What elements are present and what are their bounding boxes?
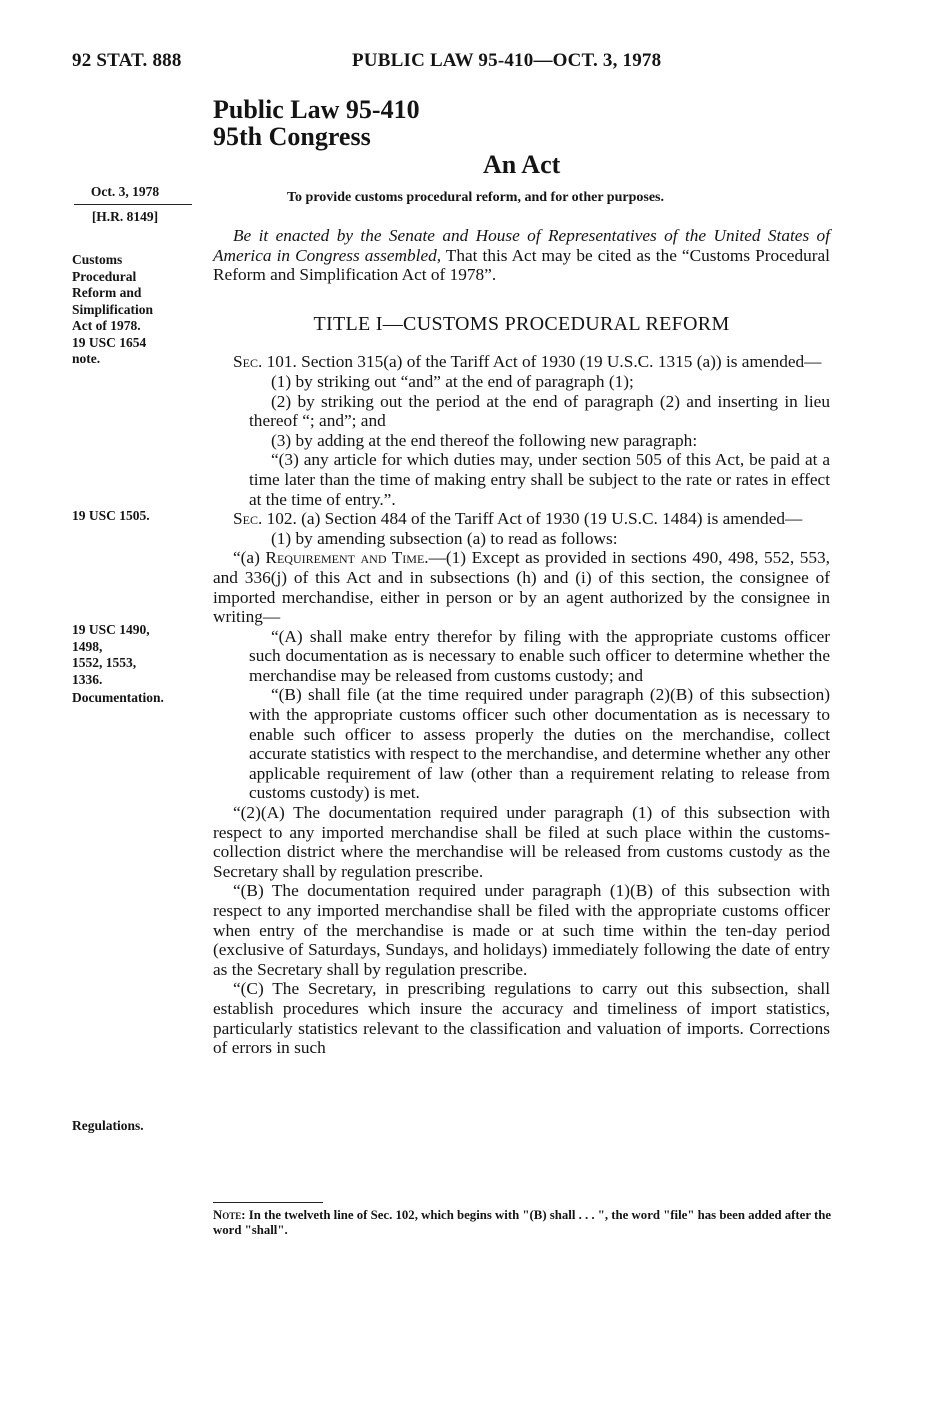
act-purpose: To provide customs procedural reform, and for other purposes.: [287, 190, 664, 205]
an-act-heading: An Act: [483, 150, 561, 179]
margin-citation-line: 1336.: [72, 671, 103, 687]
margin-citation-line: 1498,: [72, 638, 103, 654]
title-heading: TITLE I—CUSTOMS PROCEDURAL REFORM: [313, 312, 730, 335]
margin-date: Oct. 3, 1978: [90, 184, 160, 199]
margin-documentation: Documentation.: [72, 690, 164, 705]
margin-short-title-line: Customs: [72, 252, 123, 267]
subsection-a-heading: Requirement and Time.: [265, 548, 429, 568]
margin-short-title-line: Procedural: [72, 268, 137, 284]
paragraph-3-quote: “(3) any article for which duties may, under section 505 of this Act, be paid at a time later than the time of making entry shall be subject to the rate or rates in effect at the time of entry.”.: [249, 450, 830, 509]
margin-regulations: Regulations.: [72, 1118, 144, 1133]
margin-short-title-line: note.: [72, 351, 101, 366]
short-title-clause: That this Act may be cited as the “Customs Procedural Reform and Simplification Act of 1978”.: [213, 245, 830, 285]
margin-citation-1490: [72, 622, 150, 688]
margin-citation-line: 19 USC 1490,: [72, 622, 150, 637]
page-number: 92 STAT. 888: [72, 50, 182, 71]
subparagraph-a: “(A) shall make entry therefor by filing with the appropriate customs officer such documentation as is necessary to enable such officer to determine whether the merchandise may be released from customs custody; and: [249, 626, 830, 685]
subsection-a-prefix: “(a): [233, 548, 266, 568]
footnote-label: Note:: [213, 1208, 246, 1222]
footnote: [213, 1208, 833, 1238]
section-label: Sec.: [233, 352, 263, 372]
footnote-text: In the twelveth line of Sec. 102, which begins with "(B) shall . . . ", the word "file" has been added after the word "shall".: [213, 1208, 832, 1237]
section-101-text: 101. Section 315(a) of the Tariff Act of 1930 (19 U.S.C. 1315 (a)) is amended—: [262, 352, 822, 372]
paragraph-3: (3) by adding at the end thereof the following new paragraph:: [271, 430, 698, 450]
subparagraph-b: “(B) shall file (at the time required under paragraph (2)(B) of this subsection) with the appropriate customs officer such other documentation as is necessary to enable such officer to assess properly the duties on the merchandise, collect accurate statistics with respect to the merchandise, and determine whether any other applicable requirement of law (other than a requirement relating to release from customs custody) is met.: [249, 685, 830, 803]
act-body: [213, 226, 830, 1058]
section-101: [213, 352, 830, 372]
footnote-divider: [213, 1202, 323, 1203]
paragraph-2b: “(B) The documentation required under paragraph (1)(B) of this subsection with respect to any imported merchandise shall be filed with the appropriate customs officer when entry of the merchandise is made or at such time within the ten-day period (exclusive of Saturdays, Sundays, and holidays) immediately following the date of entry as the Secretary shall by regulation prescribe.: [213, 881, 830, 979]
enacting-formula: Be it enacted by the Senate and House of Representatives of the United States of America in Congress assembled,: [213, 226, 830, 265]
subsection-a-text: —(1) Except as provided in sections 490, 498, 552, 553, and 336(j) of this Act and in subsections (h) and (i) of this section, the consignee of imported merchandise, either in person or by an agent authorized by the consignee in writing—: [213, 548, 830, 627]
congress-title: 95th Congress: [213, 122, 371, 151]
law-title: Public Law 95-410: [213, 95, 420, 124]
margin-citation-line: 1552, 1553,: [72, 655, 137, 670]
section-102: [213, 509, 830, 529]
running-head: PUBLIC LAW 95-410—OCT. 3, 1978: [352, 50, 662, 71]
paragraph-2: (2) by striking out the period at the end of paragraph (2) and inserting in lieu thereof “; and”; and: [249, 391, 830, 431]
margin-short-title: [72, 252, 153, 368]
margin-bill-number: [H.R. 8149]: [91, 209, 159, 224]
paragraph-1: (1) by striking out “and” at the end of paragraph (1);: [271, 371, 634, 391]
section-102-paragraph-1: (1) by amending subsection (a) to read as follows:: [271, 528, 618, 548]
margin-short-title-line: Reform and: [72, 285, 142, 300]
section-102-text: 102. (a) Section 484 of the Tariff Act of 1930 (19 U.S.C. 1484) is amended—: [262, 509, 803, 529]
margin-short-title-line: 19 USC 1654: [72, 334, 147, 350]
subsection-a: [213, 548, 830, 626]
paragraph-2a: “(2)(A) The documentation required under paragraph (1) of this subsection with respect to any imported merchandise shall be filed at such place within the customs-collection district where the merchandise will be released from customs custody as the Secretary shall by regulation prescribe.: [213, 803, 830, 881]
margin-short-title-line: Simplification: [72, 301, 154, 317]
enacting-clause: [213, 226, 830, 285]
margin-short-title-line: Act of 1978.: [72, 318, 141, 333]
margin-divider: [74, 204, 192, 205]
section-label: Sec.: [233, 509, 263, 529]
margin-citation-1505: 19 USC 1505.: [72, 508, 150, 523]
paragraph-2c: “(C) The Secretary, in prescribing regulations to carry out this subsection, shall establish procedures which insure the accuracy and timeliness of import statistics, particularly statistics relevant to the classification and valuation of imports. Corrections of errors in such: [213, 979, 830, 1058]
